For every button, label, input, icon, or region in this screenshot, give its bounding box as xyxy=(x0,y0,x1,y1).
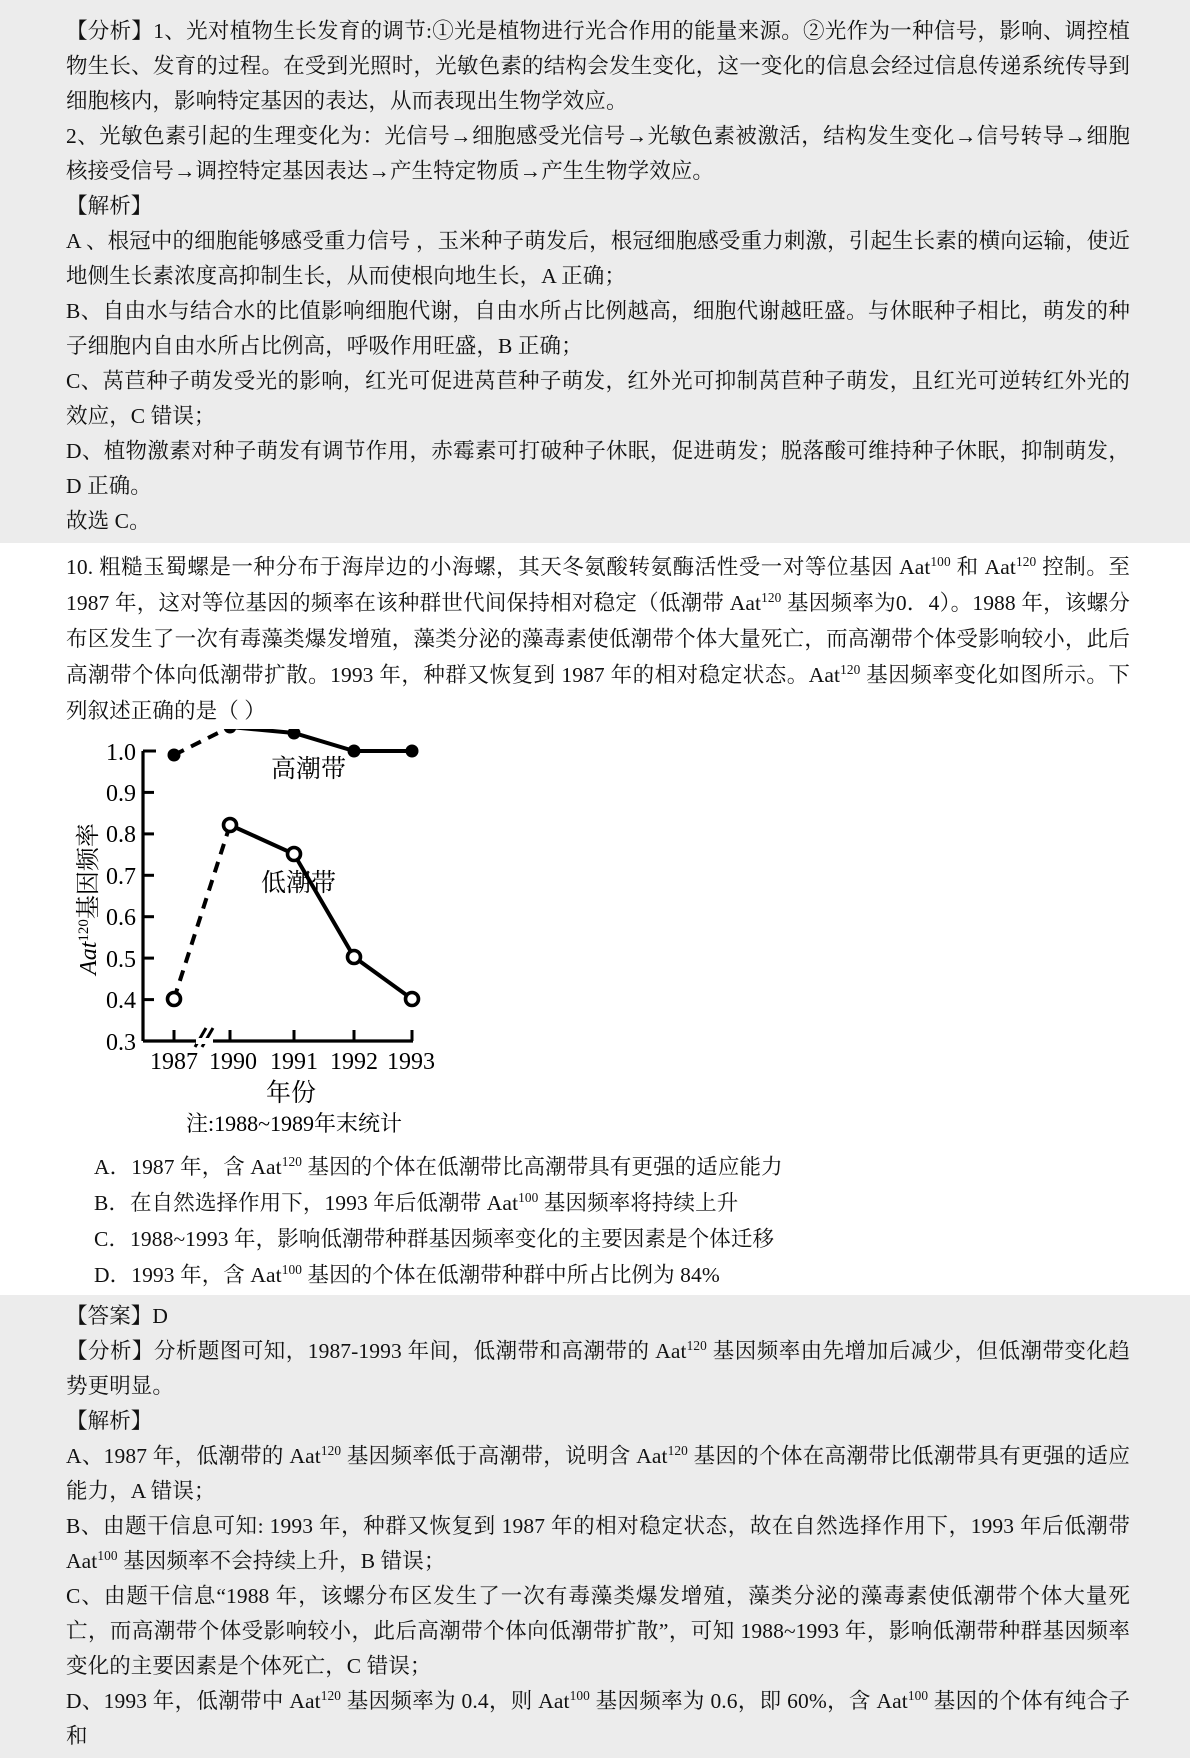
explain-2d-t1: 基因频率为 0.4，则 Aat xyxy=(341,1689,570,1713)
option-d[interactable] xyxy=(66,1257,1130,1293)
x-tick-label: 1991 xyxy=(270,1049,318,1075)
stem-text-5: 基因频率变化如图所示。下列叙述正确的是（ ） xyxy=(66,663,1130,723)
option-a-text-1: 1987 年，含 Aat xyxy=(131,1155,282,1179)
explain-2a-t0: A、1987 年，低潮带的 Aat xyxy=(66,1444,321,1468)
y-tick-label: 0.8 xyxy=(106,822,136,848)
explain-2-item-b xyxy=(66,1509,1130,1579)
y-axis-title-italic: Aat xyxy=(76,941,102,975)
answer-band xyxy=(0,1295,1190,1758)
x-tick-labels xyxy=(150,1049,435,1075)
option-b-sup: 100 xyxy=(518,1189,539,1205)
explain-2d-sup2: 100 xyxy=(907,1687,929,1703)
explain-2c-t0: C、由题干信息“1988 年，该螺分布区发生了一次有毒藻类爆发增殖，藻类分泌的藻毒素使低潮带个体大量死亡，而高潮带个体受影响较小，此后高潮带个体向低潮带扩散”，可知 1988~1993 年，影响低潮带种群基因频率变化的主要因素是个体死亡，C 错误； xyxy=(66,1584,1130,1678)
explain-2d-sup0: 120 xyxy=(320,1687,342,1703)
line-chart xyxy=(66,729,506,1147)
explain-1-item-c: C、莴苣种子萌发受光的影响，红光可促进莴苣种子萌发，红外光可抑制莴苣种子萌发，且红光可逆转红外光的效应，C 错误； xyxy=(66,369,1130,428)
option-b-text-2: 基因频率将持续上升 xyxy=(538,1191,739,1215)
answer-line: 【答案】D xyxy=(66,1304,169,1328)
y-tick-label: 0.6 xyxy=(106,905,136,931)
explain-2a-sup1: 120 xyxy=(667,1442,688,1458)
option-d-label: D． xyxy=(94,1263,132,1287)
series-label-high-tide: 高潮带 xyxy=(271,756,347,783)
data-point xyxy=(224,819,237,832)
x-tick-label: 1993 xyxy=(387,1049,435,1075)
option-a-sup: 120 xyxy=(281,1153,303,1169)
answer-analysis xyxy=(66,1334,1130,1404)
option-b[interactable] xyxy=(66,1185,1130,1221)
y-ticks xyxy=(143,751,156,1041)
option-d-sup: 100 xyxy=(281,1261,303,1277)
explain-heading-1: 【解析】 xyxy=(66,194,153,218)
y-tick-label: 0.9 xyxy=(106,781,136,807)
explain-2-item-d xyxy=(66,1684,1130,1754)
explain-heading-2: 【解析】 xyxy=(66,1409,153,1433)
stem-sup-4: 120 xyxy=(840,661,861,677)
y-tick-label: 0.4 xyxy=(106,988,136,1014)
explain-1-item-d: D、植物激素对种子萌发有调节作用，赤霉素可打破种子休眠，促进萌发；脱落酸可维持种子休眠，抑制萌发，D 正确。 xyxy=(66,439,1130,498)
stem-sup-1: 100 xyxy=(930,553,951,569)
series-high-dashed-segment xyxy=(174,729,230,755)
stem-sup-2: 120 xyxy=(1015,553,1037,569)
explain-2a-sup0: 120 xyxy=(320,1442,342,1458)
explain-2a-t1: 基因频率低于高潮带，说明含 Aat xyxy=(341,1444,668,1468)
axis-break-gap xyxy=(196,1038,213,1044)
y-tick-labels xyxy=(106,740,136,1056)
option-c-text-1: 1988~1993 年，影响低潮带种群基因频率变化的主要因素是个体迁移 xyxy=(130,1227,775,1251)
data-point xyxy=(406,993,419,1006)
analysis-paragraph-1: 【分析】1、光对植物生长发育的调节:①光是植物进行光合作用的能量来源。②光作为一种信号，影响、调控植物生长、发育的过程。在受到光照时，光敏色素的结构会发生变化，这一变化的信息会经过信息传递系统传导到细胞核内，影响特定基因的表达，从而表现出生物学效应。 xyxy=(66,19,1130,113)
option-b-text-1: 在自然选择作用下，1993 年后低潮带 Aat xyxy=(130,1191,519,1215)
explain-2d-sup1: 100 xyxy=(569,1687,590,1703)
data-point xyxy=(348,745,361,758)
series-low-solid xyxy=(230,825,412,999)
stem-text-4: 基因频率为0．4）。1988 年，该螺分布区发生了一次有毒藻类爆发增殖，藻类分泌的藻毒素使低潮带个体大量死亡，而高潮带个体受影响较小，此后高潮带个体向低潮带扩散。1993 年，种群又恢复到 1987 年的相对稳定状态。Aat xyxy=(66,591,1130,687)
data-point xyxy=(168,749,181,762)
explain-1-item-a: A 、根冠中的细胞能够感受重力信号 ，玉米种子萌发后，根冠细胞感受重力刺激，引起生长素的横向运输，使近地侧生长素浓度高抑制生长，从而使根向地生长，A 正确； xyxy=(66,229,1130,288)
analysis-band-1 xyxy=(0,0,1190,543)
option-a[interactable] xyxy=(66,1149,1130,1185)
y-tick-label: 0.5 xyxy=(106,947,136,973)
explain-2d-t3: 基因的个体有纯合子和 xyxy=(66,1689,1130,1748)
svg-text:Aat120基因频率 xyxy=(75,823,102,977)
answer-analysis-suffix: 基因频率由先增加后减少，但低潮带变化趋势更明显。 xyxy=(66,1339,1130,1398)
explain-2d-t2: 基因频率为 0.6，即 60%，含 Aat xyxy=(589,1689,908,1713)
stem-sup-3: 120 xyxy=(761,589,782,605)
y-tick-label: 1.0 xyxy=(106,740,136,766)
x-tick-label: 1992 xyxy=(330,1049,378,1075)
series-label-low-tide: 低潮带 xyxy=(261,870,337,897)
question-number: 10. xyxy=(66,555,94,579)
explain-2b-sup0: 100 xyxy=(97,1547,118,1563)
explain-2d-t0: D、1993 年，低潮带中 Aat xyxy=(66,1689,321,1713)
x-tick-label: 1987 xyxy=(150,1049,198,1075)
answer-analysis-prefix: 【分析】分析题图可知，1987-1993 年间，低潮带和高潮带的 Aat xyxy=(66,1339,687,1363)
option-d-text-2: 基因的个体在低潮带种群中所占比例为 84% xyxy=(302,1263,720,1287)
answer-analysis-sup: 120 xyxy=(686,1337,707,1353)
data-point xyxy=(224,729,237,734)
data-point xyxy=(288,848,301,861)
option-b-label: B． xyxy=(94,1191,131,1215)
y-axis-title-rest: 基因频率 xyxy=(76,823,102,920)
explain-1-conclusion: 故选 C。 xyxy=(66,509,151,533)
explain-2b-t0: B、由题干信息可知: 1993 年，种群又恢复到 1987 年的相对稳定状态，故在自然选择作用下，1993 年后低潮带 Aat xyxy=(66,1514,1130,1573)
stem-text-2: 和 Aat xyxy=(950,555,1016,579)
explain-1-item-b: B、自由水与结合水的比值影响细胞代谢，自由水所占比例越高，细胞代谢越旺盛。与休眠种子相比，萌发的种子细胞内自由水所占比例高，呼吸作用旺盛，B 正确； xyxy=(66,299,1130,358)
chart-note: 注:1988~1989年末统计 xyxy=(185,1111,403,1136)
explain-2-item-a xyxy=(66,1439,1130,1509)
data-point xyxy=(288,729,301,740)
data-point xyxy=(168,993,181,1006)
y-axis-title xyxy=(75,823,102,977)
option-c-label: C． xyxy=(94,1227,131,1251)
series-low-dashed-segment xyxy=(174,825,230,999)
stem-text-1: 粗糙玉蜀螺是一种分布于海岸边的小海螺，其天冬氨酸转氨酶活性受一对等位基因 Aat xyxy=(99,555,931,579)
y-tick-label: 0.3 xyxy=(106,1030,136,1056)
x-axis-title: 年份 xyxy=(265,1080,317,1107)
explain-2-item-c xyxy=(66,1579,1130,1684)
option-d-text-1: 1993 年，含 Aat xyxy=(131,1263,282,1287)
option-a-text-2: 基因的个体在低潮带比高潮带具有更强的适应能力 xyxy=(302,1155,783,1179)
series-high-solid xyxy=(230,729,412,751)
option-c[interactable] xyxy=(66,1221,1130,1257)
explain-2a-t2: 基因的个体在高潮带比低潮带具有更强的适应能力，A 错误； xyxy=(66,1444,1130,1503)
data-point xyxy=(406,745,419,758)
gene-frequency-figure xyxy=(66,729,1130,1149)
question-10 xyxy=(0,543,1190,1295)
x-tick-label: 1990 xyxy=(209,1049,257,1075)
option-a-label: A． xyxy=(94,1155,132,1179)
question-stem xyxy=(66,549,1130,729)
y-axis-title-sup: 120 xyxy=(76,919,92,942)
explain-2b-t1: 基因频率不会持续上升，B 错误； xyxy=(117,1549,446,1573)
analysis-paragraph-2: 2、光敏色素引起的生理变化为：光信号→细胞感受光信号→光敏色素被激活，结构发生变化→信号转导→细胞核接受信号→调控特定基因表达→产生特定物质→产生生物学效应。 xyxy=(66,124,1130,183)
y-tick-label: 0.7 xyxy=(106,864,136,890)
stem-text-3: 控制。至 1987 年，这对等位基因的频率在该种群世代间保持相对稳定（低潮带 Aat xyxy=(66,555,1130,615)
axis-break-mark xyxy=(195,1028,213,1047)
data-point xyxy=(348,951,361,964)
